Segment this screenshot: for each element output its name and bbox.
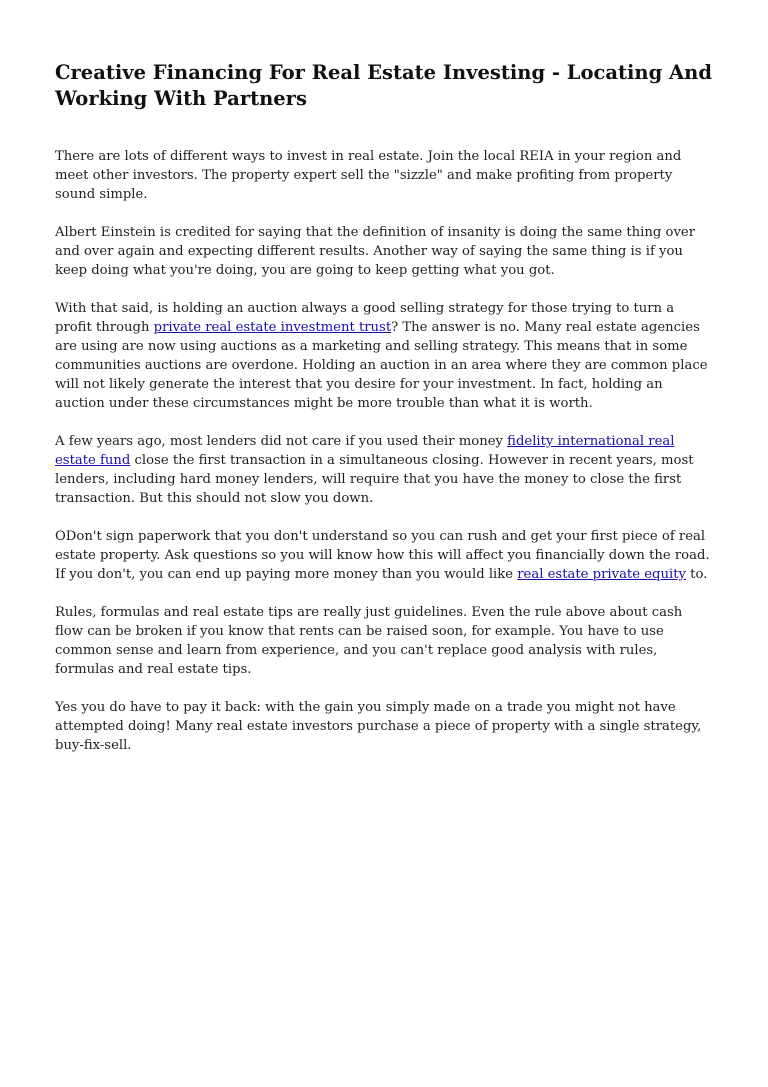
link-private-reit[interactable]: private real estate investment trust (153, 320, 392, 335)
paragraph-3-after: ? The answer is no. Many real estate agencies are using are now using auctions as a marketing and selling strategy. This means that in some communities auctions are overdone. Holding an auction in an area where they are common place will not likely generate the interest that you desire for your investment. In fact, holding an auction under these circumstances might be more trouble than what it is worth. (55, 320, 708, 411)
paragraph-5 (55, 527, 714, 584)
paragraph-5-before: ODon't sign paperwork that you don't understand so you can rush and get your first piece of real estate property. Ask questions so you will know how this will affect you financially down the road. If you don't, you can end up paying more money than you would like (55, 529, 710, 582)
paragraph-7: Yes you do have to pay it back: with the gain you simply made on a trade you might not have attempted doing! Many real estate investors purchase a piece of property with a single strategy, buy-fix-sell. (55, 700, 702, 753)
link-private-equity[interactable]: real estate private equity (517, 567, 686, 582)
link-fidelity-fund[interactable]: fidelity international real estate fund (55, 434, 675, 468)
paragraph-4-after: close the first transaction in a simultaneous closing. However in recent years, most lenders, including hard money lenders, will require that you have the money to close the first transaction. But this should not slow you down. (55, 453, 694, 506)
paragraph-4 (55, 432, 714, 508)
paragraph-3 (55, 299, 714, 413)
paragraph-1: There are lots of different ways to invest in real estate. Join the local REIA in your region and meet other investors. The property expert sell the "sizzle" and make profiting from property sound simple. (55, 149, 682, 202)
article-title: Creative Financing For Real Estate Investing - Locating And Working With Partners (55, 61, 712, 110)
paragraph-6: Rules, formulas and real estate tips are really just guidelines. Even the rule above about cash flow can be broken if you know that rents can be raised soon, for example. You have to use common sense and learn from experience, and you can't replace good analysis with rules, formulas and real estate tips. (55, 605, 683, 677)
paragraph-4-before: A few years ago, most lenders did not care if you used their money (55, 434, 508, 449)
paragraph-5-after: to. (685, 567, 708, 582)
paragraph-3-before: With that said, is holding an auction always a good selling strategy for those trying to turn a profit through (55, 301, 675, 335)
paragraph-2: Albert Einstein is credited for saying that the definition of insanity is doing the same thing over and over again and expecting different results. Another way of saying the same thing is if you keep doing what you're doing, you are going to keep getting what you got. (55, 225, 695, 278)
